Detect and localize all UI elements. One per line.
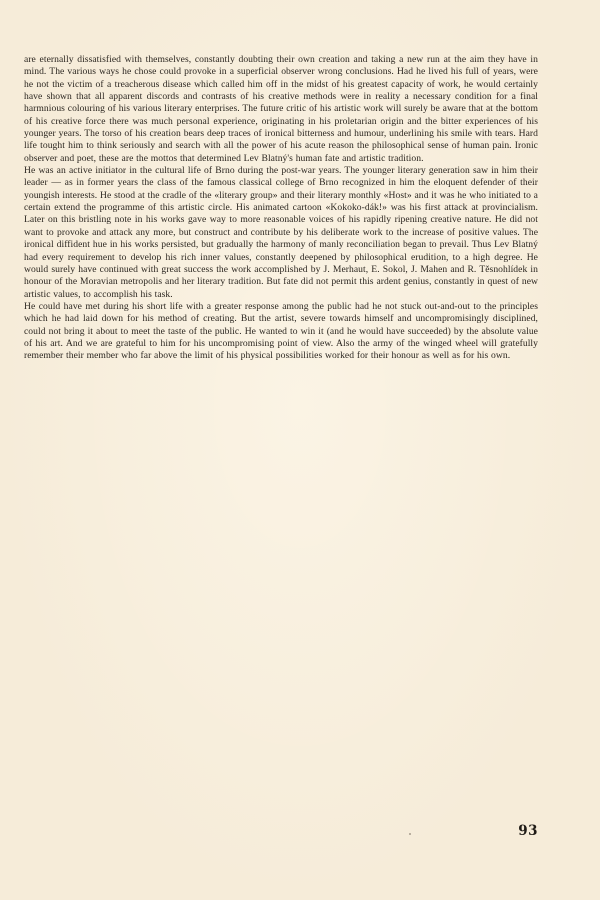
paper-speck	[409, 833, 411, 835]
paragraph-2: He was an active initiator in the cultural life of Brno during the post-war years. The younger literary generation saw in him their leader — as in former years the class of the famous classical college of Brno recognized in him the eloquent defender of their youngish interests. He stood at the cradle of the «literary group» and their literary monthly «Host» and it was he who initiated to a certain extend the programme of this artistic circle. His animated cartoon «Kokoko-dák!» was his first attack at provincialism. Later on this bristling note in his works gave way to more reasonable voices of his rapidly ripening creative nature. He did not want to provoke and attack any more, but construct and contribute by his deliberate work to the increase of positive values. The ironical diffident hue in his works persisted, but gradually the harmony of manly reconciliation began to prevail. Thus Lev Blatný had every requirement to develop his rich inner values, constantly deepened by philosophical erudition, to a high degree. He would surely have continued with great success the work accomplished by J. Merhaut, E. Sokol, J. Mahen and R. Těsnohlídek in honour of the Moravian metropolis and her literary tradition. But fate did not permit this ardent genius, constantly in quest of new artistic values, to accomplish his task.	[24, 165, 538, 300]
body-text	[24, 54, 538, 363]
paragraph-1: are eternally dissatisfied with themselves, constantly doubting their own creation and taking a new run at the aim they have in mind. The various ways he chose could provoke in a superficial observer wrong conclusions. Had he lived his full of years, were he not the victim of a treacherous disease which called him off in the midst of his greatest capacity of work, he would certainly have shown that all apparent discords and contrasts of his creative methods were in reality a necessary condition for a final harmnious colouring of his various literary enterprises. The future critic of his artistic work will surely be aware that at the bottom of his creative force there was much personal experience, originating in his proletarian origin and the bitter experiences of his younger years. The torso of his creation bears deep traces of ironical bitterness and humour, underlining his smile with tears. Hard life tought him to think seriously and search with all the power of his acute reason the philosophical sense of human pain. Ironic observer and poet, these are the mottos that determined Lev Blatný's human fate and artistic tradition.	[24, 54, 538, 164]
page-number: 93	[518, 823, 538, 839]
paragraph-3: He could have met during his short life with a greater response among the public had he not stuck out-and-out to the principles which he had laid down for his method of creating. But the artist, severe towards himself and uncompromisingly disciplined, could not bring it about to meet the taste of the public. He wanted to win it (and he would have succeeded) by the absolute value of his art. And we are grateful to him for his uncompromising point of view. Also the army of the winged wheel will gratefully remember their member who far above the limit of his physical possibilities worked for their honour as well as for his own.	[24, 300, 538, 362]
